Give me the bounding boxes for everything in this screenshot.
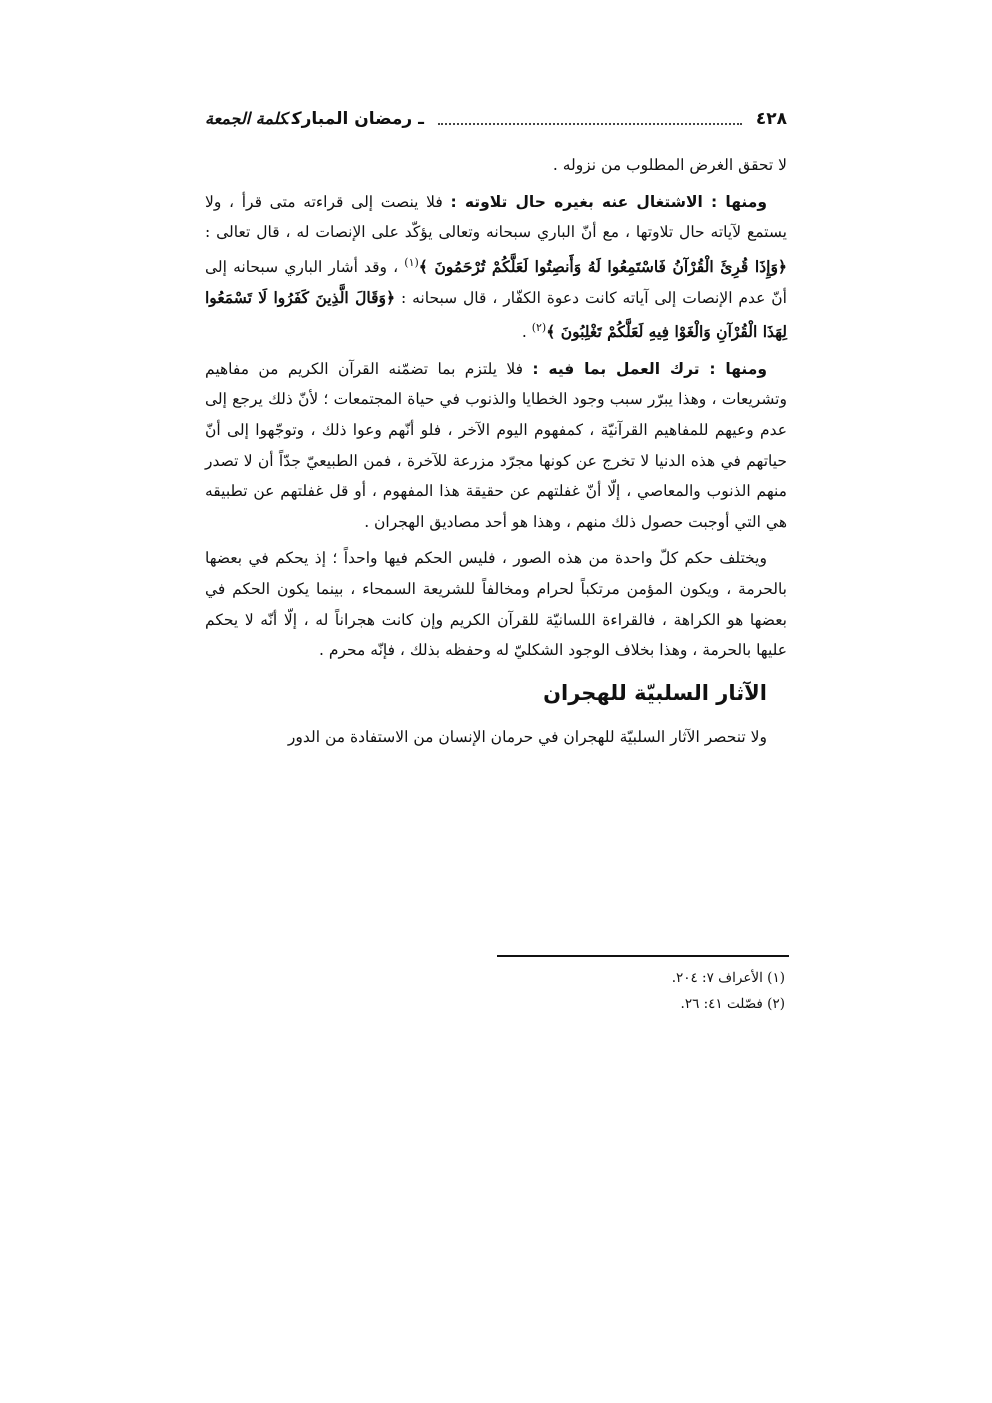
footnote-ref-1[interactable]: (١) [404,255,419,269]
paragraph-3 [205,354,787,538]
page-header [205,106,787,132]
footnote-1-number: (١) [767,970,785,986]
section-heading: الآثار السلبيّة للهجران [543,680,767,705]
paragraph-2-lead: ومنها : الاشتغال عنه بغيره حال تلاوته : [450,192,767,211]
paragraph-2-text-c: . [521,323,532,342]
footnote-2-number: (٢) [767,996,785,1012]
footnote-ref-2[interactable]: (٢) [531,321,547,335]
footnote-1 [497,965,785,991]
footnote-2-text: فصّلت ٤١: ٢٦. [680,996,763,1012]
header-dotted-leader [438,113,742,125]
calligraphy-logo: كلمة الجمعة [205,109,288,128]
body-text [205,150,787,758]
paragraph-4: ويختلف حكم كلّ واحدة من هذه الصور ، فليس الحكم فيها واحداً ؛ إذ يحكم في بعضها بالحرمة ، ويكون المؤمن مرتكباً لحرام ومخالفاً للشريعة السمحاء ، بينما يكون الحكم في بعضها هو الكراهة ، فالقراءة اللسانيّة للقرآن الكريم وإن كانت هجراناً له ، إلّا أنّه لا يحكم عليها بالحرمة ، وهذا بخلاف الوجود الشكليّ له وحفظه بذلك ، فإنّه محرم . [205,549,787,660]
paragraph-2 [205,187,787,348]
quran-verse-1: ﴿وَإِذَا قُرِئَ الْقُرْآنُ فَاسْتَمِعُوا لَهُ وَأَنصِتُوا لَعَلَّكُمْ تُرْحَمُونَ ﴾ [418,256,788,276]
footnote-separator [497,955,789,957]
header-title-text: ـ رمضان المبارك [291,109,424,129]
footnotes [497,965,785,1017]
paragraph-5: ولا تنحصر الآثار السلبيّة للهجران في حرمان الإنسان من الاستفادة من الدور [287,727,767,746]
quran-verse-2: ﴿وَقَالَ الَّذِينَ كَفَرُوا لَا تَسْمَعُوا لِهَذَا الْقُرْآنِ وَالْغَوْا فِيهِ لَعَلَّكُمْ تَغْلِبُونَ ﴾ [205,287,787,342]
paragraph-2-text-a: فلا ينصت إلى قراءته متى قرأ ، ولا يستمع لآياته حال تلاوتها ، مع أنّ الباري سبحانه وتعالى يؤكّد على الإنصات له ، قال تعالى : [205,192,787,242]
paragraph-3-text: فلا يلتزم بما تضمّنه القرآن الكريم من مفاهيم وتشريعات ، وهذا يبرّر سبب وجود الخطايا والذنوب في حياة المجتمعات ؛ لأنّ ذلك يرجع إلى عدم وعيهم للمفاهيم القرآنيّة ، كمفهوم اليوم الآخر ، فلو أنّهم وعوا ذلك ، وتوجّهوا إلى أنّ حياتهم في هذه الدنيا لا تخرج عن كونها مجرّد مزرعة للآخرة ، فمن الطبيعيّ جدّاً أن لا تصدر منهم الذنوب والمعاصي ، إلّا أنّ غفلتهم عن حقيقة هذا المفهوم ، أو قل غفلتهم عن تطبيقه هي التي أوجبت حصول ذلك منهم ، وهذا هو أحد مصاديق الهجران . [205,359,787,531]
footnote-2 [497,991,785,1017]
paragraph-3-lead: ومنها : ترك العمل بما فيه : [532,359,767,378]
paragraph-1: لا تحقق الغرض المطلوب من نزوله . [552,156,787,174]
header-title [205,109,424,129]
paragraph-2-text-b: ، وقد أشار الباري سبحانه إلى أنّ عدم الإنصات إلى آياته كانت دعوة الكفّار ، قال سبحانه : [205,257,787,307]
page-number: ٤٢٨ [755,109,787,129]
footnote-1-text: الأعراف ٧: ٢٠٤. [671,970,763,986]
